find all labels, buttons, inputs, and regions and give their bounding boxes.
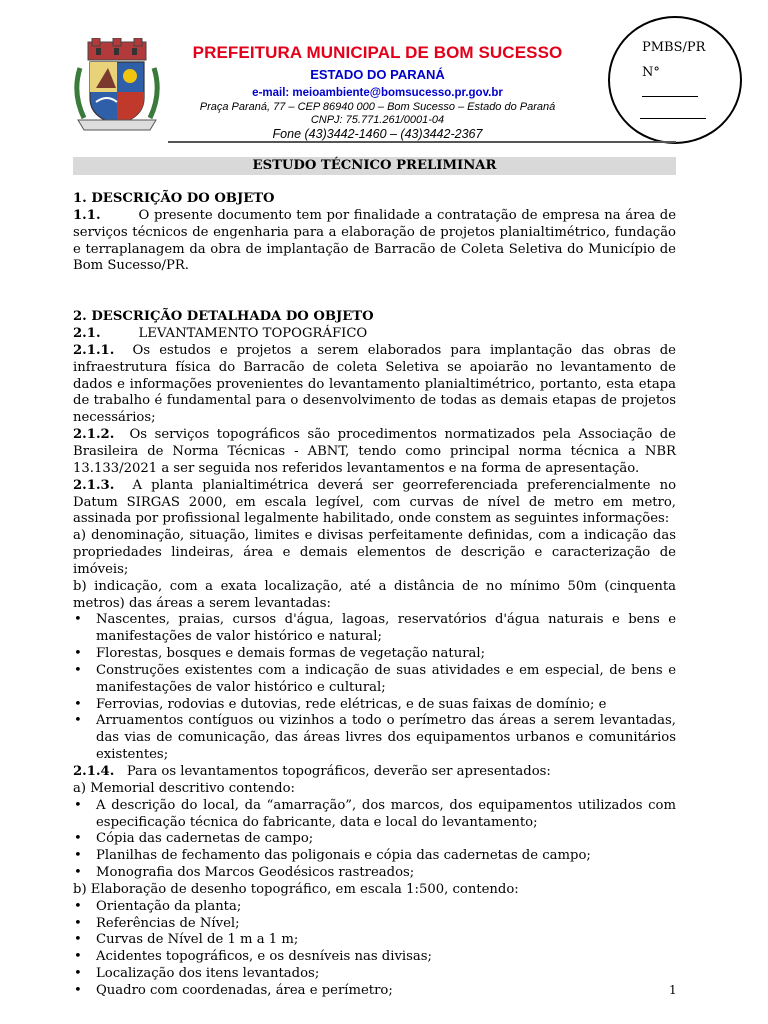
paragraph-number: 2.1.1. [73,342,115,358]
list-item: • Quadro com coordenadas, área e perímetro; [74,982,393,998]
address-line: Praça Paraná, 77 – CEP 86940 000 – Bom Sucesso – Estado do Paraná [199,101,556,113]
stamp-blank-line [642,96,698,97]
paragraph [73,208,676,275]
paragraph [73,764,676,781]
bullet-icon: • [74,646,82,662]
list-item: • Arruamentos contíguos ou vizinhos a todo o perímetro das áreas a serem levantadas, das vias de comunicação, das áreas livres dos equipamentos urbanos e comunitários existentes; [74,713,676,763]
municipality-title: PREFEITURA MUNICIPAL DE BOM SUCESSO [192,43,563,62]
phone-line: Fone (43)3442-1460 – (43)3442-2367 [272,127,483,141]
paragraph [73,343,676,427]
paragraph-number: 2.1.4. [73,764,115,779]
bullet-icon: • [74,898,82,914]
protocol-stamp [608,16,742,144]
paragraph: a) denominação, situação, limites e divisas perfeitamente definidas, com a indicação das propriedades lindeiras, área e demais elementos de descrição e caracterização de imóveis; [73,528,676,577]
bullet-icon: • [74,662,82,678]
document-title: ESTUDO TÉCNICO PRELIMINAR [73,157,676,175]
list-item: • Cópia das cadernetas de campo; [74,831,314,847]
list-item: • Acidentes topográficos, e os desníveis nas divisas; [74,949,432,965]
bullet-icon: • [74,612,82,628]
bullet-icon: • [74,713,82,729]
bullet-icon: • [74,696,82,712]
email-line: e-mail: meioambiente@bomsucesso.pr.gov.br [252,87,503,99]
paragraph [73,478,676,529]
bullet-icon: • [74,797,82,813]
section-heading: 2. DESCRIÇÃO DETALHADA DO OBJETO [73,309,374,325]
page-number: 1 [669,983,677,997]
paragraph-text: Para os levantamentos topográficos, deverão ser apresentados: [126,764,551,779]
paragraph-text: O presente documento tem por finalidade a contratação de empresa na área de serviços técnicos de engenharia para a elaboração de projetos planialtimétrico, fundação e terraplanagem da obra de implantação de Barracão de Coleta Seletiva do Município de Bom Sucesso/PR. [73,207,676,274]
bullet-icon: • [74,831,82,847]
bullet-list [73,798,676,882]
list-item: • Curvas de Nível de 1 m a 1 m; [74,932,299,948]
list-item: • Orientação da planta; [74,898,242,914]
stamp-number-label: N° [642,65,660,80]
list-item: • Monografia dos Marcos Geodésicos rastreados; [74,865,415,881]
section-heading: 1. DESCRIÇÃO DO OBJETO [73,191,275,206]
list-item: • Nascentes, praias, cursos d'água, lagoas, reservatórios d'água naturais e bens e manifestações de valor histórico e natural; [74,612,676,645]
paragraph: b) indicação, com a exata localização, até a distância de no mínimo 50m (cinquenta metros) das áreas a serem levantadas: [73,578,676,611]
list-item: • Referências de Nível; [74,915,240,931]
paragraph: b) Elaboração de desenho topográfico, em escala 1:500, contendo: [73,881,519,897]
paragraph-number: 2.1.2. [73,427,115,443]
bullet-icon: • [74,966,82,982]
list-item: • Construções existentes com a indicação de suas atividades e em especial, de bens e manifestações de valor histórico e cultural; [74,662,676,695]
stamp-org-label: PMBS/PR [642,40,706,55]
subsection-number: 2.1. [73,326,101,342]
list-item: • A descrição do local, da “amarração”, dos marcos, dos equipamentos utilizados com especificação técnica do fabricante, data e local do levantamento; [74,797,676,830]
subsection-heading [73,326,676,343]
paragraph-text: Os serviços topográficos são procedimentos normatizados pela Associação de Brasileira de Norma Técnicas - ABNT, tendo como principal norma técnica a NBR 13.133/2021 a ser seguida nos referidos levantamentos e na forma de apresentação. [73,427,676,476]
subsection-title: LEVANTAMENTO TOPOGRÁFICO [138,326,368,342]
bullet-icon: • [74,915,82,931]
document-body [73,157,676,1000]
bullet-icon: • [74,949,82,965]
list-item: • Localização dos itens levantados; [74,966,320,982]
list-item: • Florestas, bosques e demais formas de vegetação natural; [74,646,486,662]
bullet-icon: • [74,865,82,881]
stamp-blank-line [640,118,706,119]
bullet-list [73,899,676,1000]
paragraph [73,427,676,478]
letterhead [175,42,580,142]
cnpj-line: CNPJ: 75.771.261/0001-04 [310,114,445,126]
bullet-icon: • [74,932,82,948]
bullet-icon: • [74,848,82,864]
list-item: • Planilhas de fechamento das poligonais e cópia das cadernetas de campo; [74,848,591,864]
bullet-icon: • [74,982,82,998]
header-divider [168,141,676,143]
municipal-coat-of-arms-icon [70,38,164,134]
paragraph-text: Os estudos e projetos a serem elaborados para implantação das obras de infraestrutura física do Barracão de coleta Seletiva se apoiarão no levantamento de dados e informações provenientes do levantamento planialtimétrico, portanto, esta etapa de trabalho é fundamental para o desenvolvimento de todas as demais etapas de projetos necessários; [73,342,676,426]
paragraph-text: A planta planialtimétrica deverá ser georreferenciada preferencialmente no Datum SIRGAS 2000, em escala legível, com curvas de nível de metro em metro, assinada por profissional legalmente habilitado, onde constem as seguintes informações: [73,477,677,527]
paragraph: a) Memorial descritivo contendo: [73,780,296,796]
paragraph-number: 2.1.3. [73,477,115,493]
list-item: • Ferrovias, rodovias e dutovias, rede elétricas, e de suas faixas de domínio; e [74,696,607,712]
paragraph-number: 1.1. [73,207,101,223]
bullet-list [73,612,676,764]
state-name: ESTADO DO PARANÁ [310,67,445,82]
